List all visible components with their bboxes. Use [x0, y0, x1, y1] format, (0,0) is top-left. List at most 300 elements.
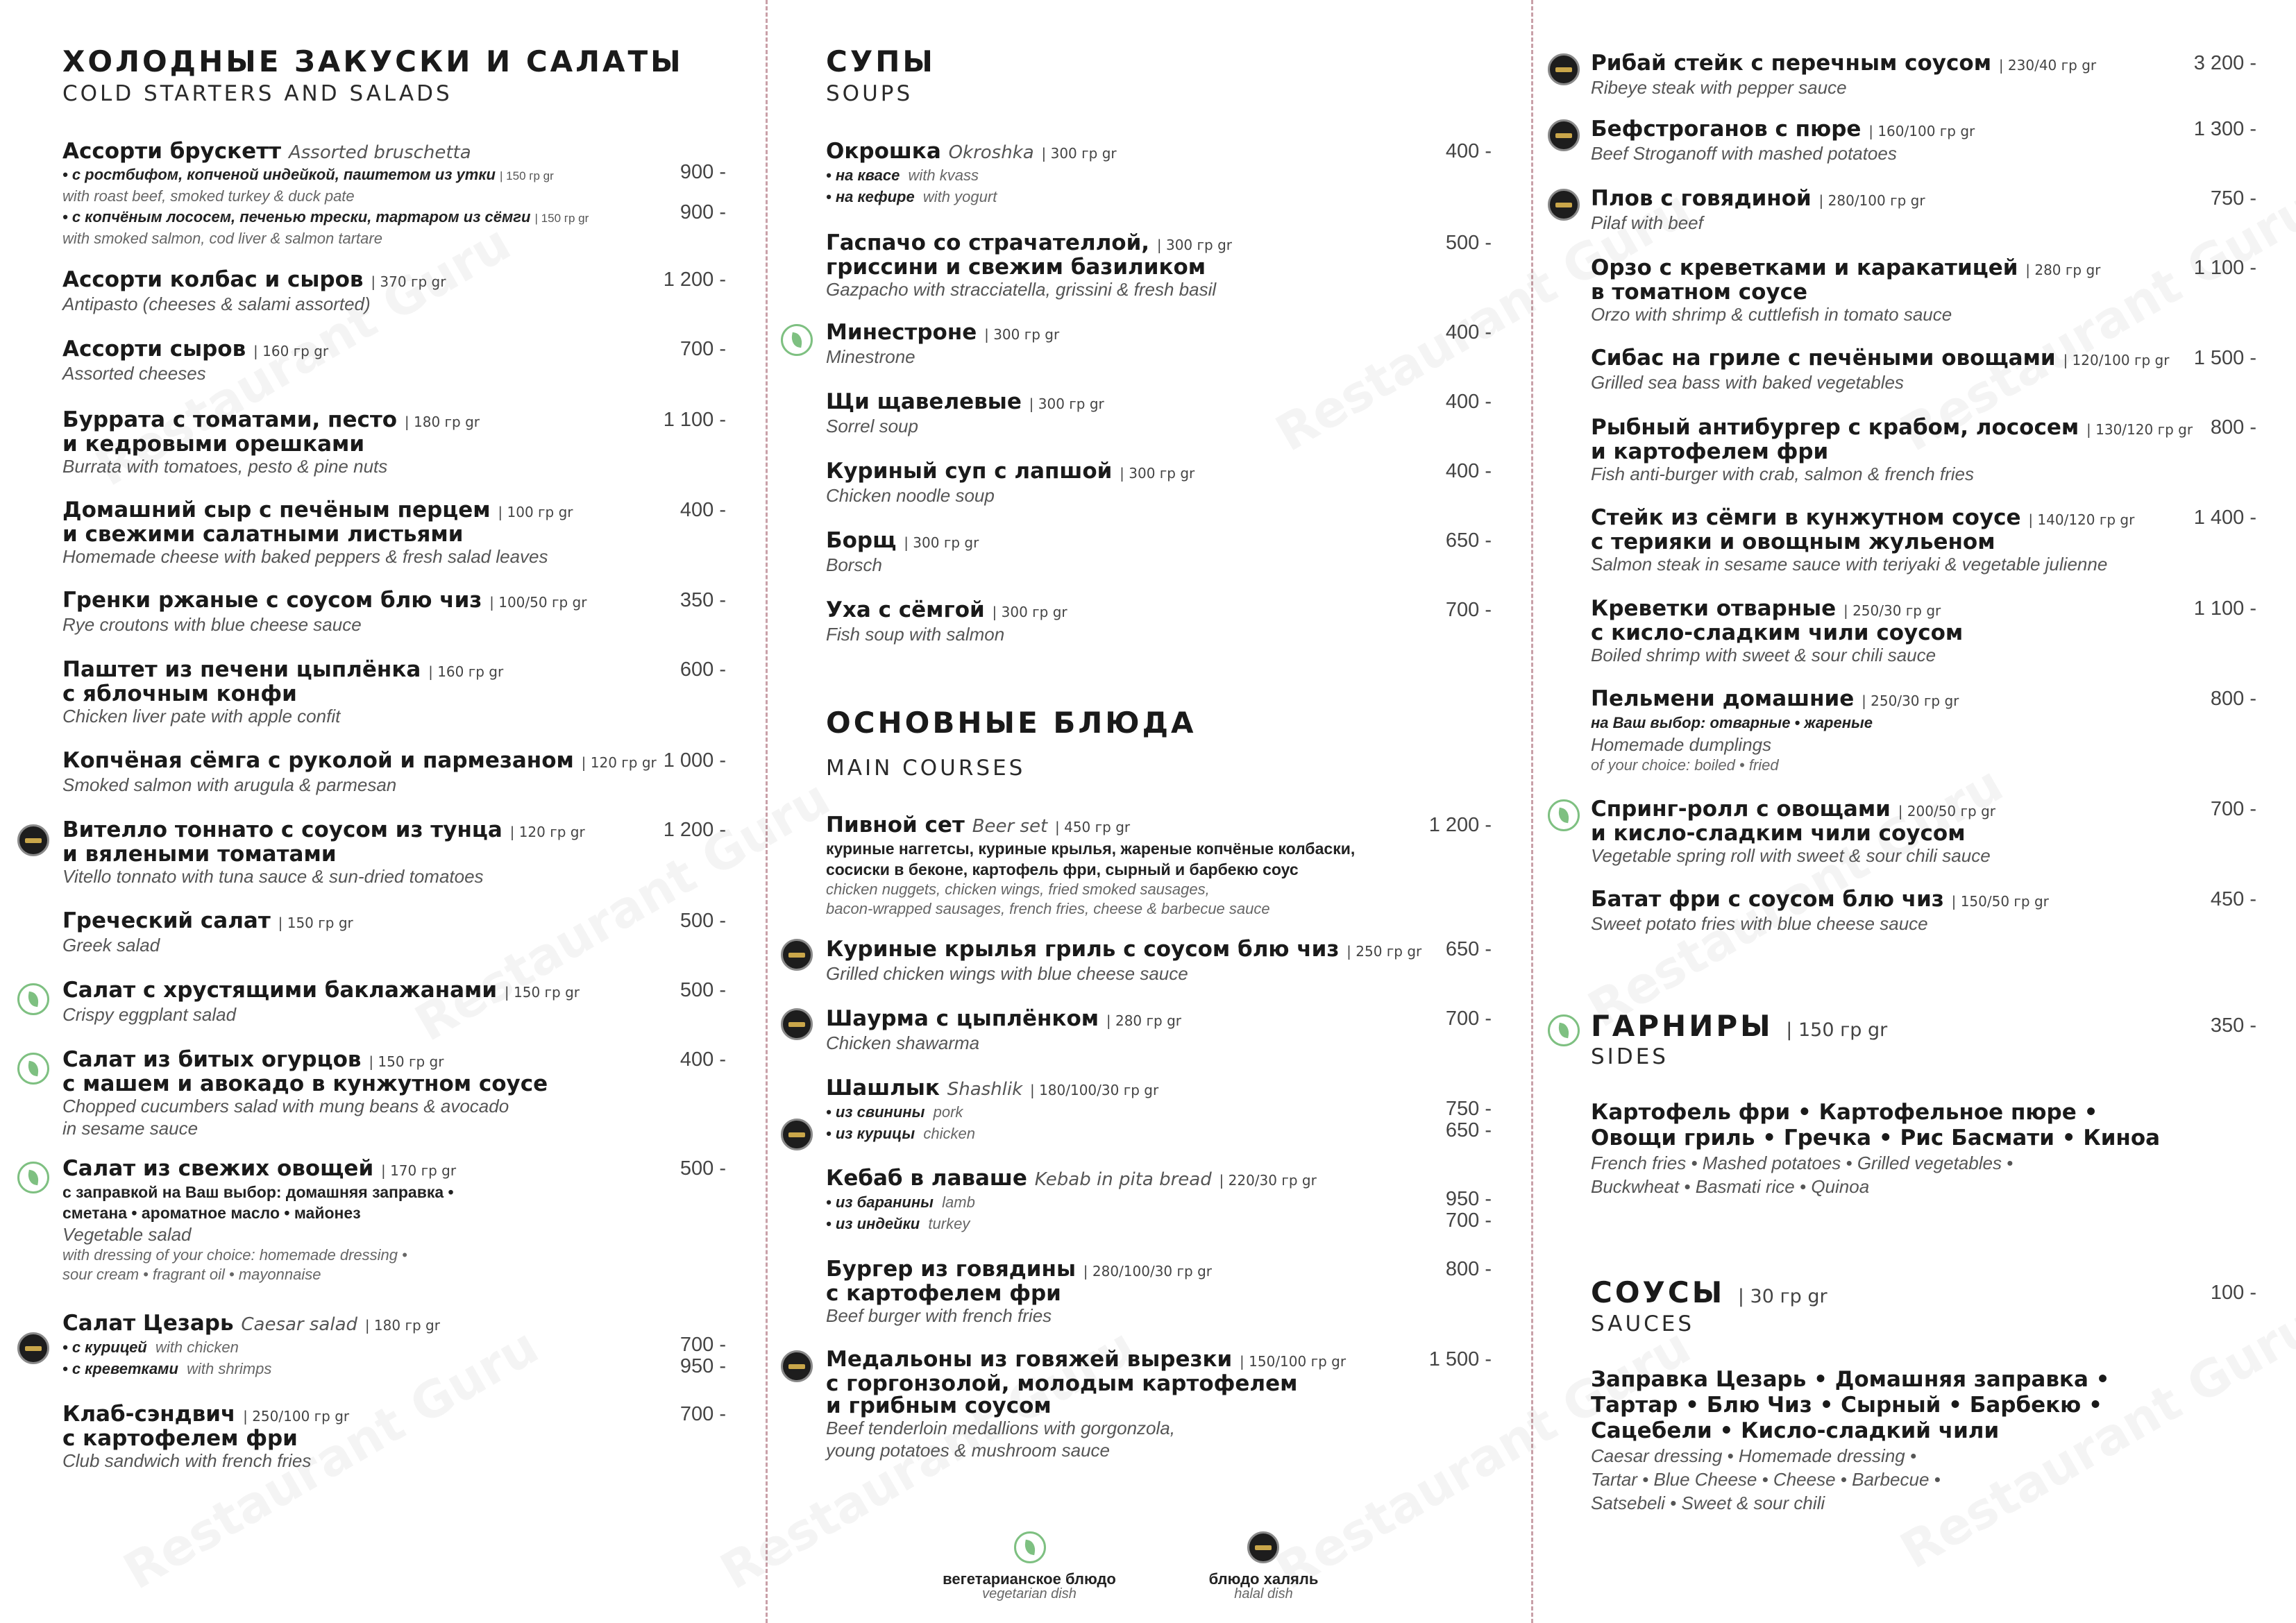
- legend-halal-label: блюдо халяль: [1208, 1570, 1319, 1588]
- item-description: Homemade dumplings: [1591, 734, 1772, 755]
- item-option-en: turkey: [928, 1215, 970, 1232]
- item-description: Chicken liver pate with apple confit: [62, 706, 341, 726]
- vegetarian-icon: [1014, 1531, 1046, 1563]
- vegetarian-icon: [17, 1162, 49, 1193]
- item-weight: | 280 гр gr: [1106, 1012, 1181, 1029]
- item-name: Медальоны из говяжей вырезки: [826, 1347, 1233, 1372]
- item-description: Salmon steak in sesame sauce with teriyaki & vegetable julienne: [1591, 554, 2108, 575]
- item-price: 800 -: [2210, 688, 2256, 710]
- menu-item: [826, 1348, 1346, 1461]
- item-description: Orzo with shrimp & cuttlefish in tomato sauce: [1591, 304, 1952, 325]
- item-price: 3 200 -: [2193, 52, 2256, 74]
- menu-item: [62, 1048, 548, 1139]
- item-option: • с курицей: [62, 1339, 147, 1356]
- item-name: Паштет из печени цыплёнка: [62, 657, 421, 682]
- legend-vegetarian-label: вегетарианское блюдо: [943, 1570, 1116, 1588]
- halal-icon: [781, 1119, 813, 1150]
- sides-list-line-en: Buckwheat • Basmati rice • Quinoa: [1591, 1176, 1870, 1197]
- item-name: Гренки ржаные с соусом блю чиз: [62, 588, 482, 613]
- item-price: 750 -: [1445, 1098, 1492, 1120]
- item-weight: | 280/100/30 гр gr: [1083, 1263, 1212, 1280]
- item-option: • из баранины: [826, 1193, 934, 1211]
- section-title-text: СОУСЫ: [1591, 1275, 1725, 1309]
- item-price: 1 200 -: [663, 819, 726, 841]
- column-soups-mains: [766, 0, 1531, 1623]
- item-name: Бефстроганов с пюре: [1591, 117, 1862, 142]
- item-name: Греческий салат: [62, 908, 271, 933]
- menu-item: [62, 409, 480, 477]
- menu-item: [826, 391, 1104, 437]
- item-weight: | 100 гр gr: [498, 504, 573, 520]
- item-weight: | 300 гр gr: [904, 534, 979, 551]
- item-weight: | 170 гр gr: [380, 1162, 457, 1179]
- item-weight: | 150/100 гр gr: [1240, 1353, 1347, 1370]
- item-name: Ассорти сыров: [62, 337, 246, 362]
- item-description: Chopped cucumbers salad with mung beans & avocado: [62, 1096, 509, 1116]
- menu-item: [62, 1157, 456, 1284]
- item-price: 400 -: [1445, 391, 1492, 413]
- item-name-line2: с яблочным конфи: [62, 681, 297, 706]
- item-description: Sweet potato fries with blue cheese sauce: [1591, 913, 1928, 934]
- item-weight: | 300 гр gr: [984, 326, 1060, 343]
- item-options: сосиски в беконе, картофель фри, сырный и барбекю соус: [826, 860, 1299, 878]
- item-price: 1 200 -: [663, 269, 726, 291]
- item-price: 700 -: [679, 1334, 726, 1356]
- item-weight: | 150 гр gr: [504, 984, 580, 1001]
- menu-item: [826, 140, 1117, 207]
- item-name: Куриные крылья гриль с соусом блю чиз: [826, 937, 1340, 962]
- item-name-line2: с машем и авокадо в кунжутном соусе: [62, 1071, 548, 1096]
- item-option: • с креветками: [62, 1360, 178, 1377]
- item-weight: | 30 гр gr: [1737, 1286, 1827, 1307]
- item-price: 800 -: [2210, 416, 2256, 439]
- item-name: Клаб-сэндвич: [62, 1402, 236, 1427]
- item-description: Smoked salmon with arugula & parmesan: [62, 774, 397, 795]
- item-option: • с ростбифом, копченой индейкой, паштетом из утки: [62, 166, 496, 183]
- item-description: Vitello tonnato with tuna sauce & sun-dried tomatoes: [62, 866, 484, 887]
- item-price: 500 -: [679, 1157, 726, 1180]
- item-price: 1 500 -: [1428, 1348, 1492, 1370]
- menu-item: [62, 910, 353, 956]
- item-weight: | 150 гр gr: [500, 169, 554, 182]
- item-weight: | 180 гр gr: [364, 1317, 440, 1334]
- item-description: young potatoes & mushroom sauce: [826, 1440, 1111, 1461]
- column-mains-sides-sauces: [1531, 0, 2296, 1623]
- item-price: 650 -: [1445, 529, 1492, 552]
- item-weight: | 140/120 гр gr: [2028, 511, 2135, 528]
- item-price: 700 -: [679, 338, 726, 360]
- item-name: Салат из свежих овощей: [62, 1156, 374, 1181]
- item-option: • на кефире: [826, 188, 915, 205]
- halal-icon: [1548, 119, 1580, 151]
- item-name-line2: с терияки и овощным жульеном: [1591, 529, 1995, 554]
- item-weight: | 120 гр gr: [581, 754, 657, 771]
- item-option-en: pork: [933, 1103, 963, 1121]
- item-options: куриные наггетсы, куриные крылья, жареные копчёные колбаски,: [826, 840, 1356, 858]
- item-description: Chicken shawarma: [826, 1033, 980, 1053]
- item-option-en: with shrimps: [187, 1360, 272, 1377]
- item-price: 800 -: [1445, 1258, 1492, 1280]
- item-name: Пивной сет: [826, 813, 965, 838]
- item-price: 350 -: [679, 589, 726, 611]
- menu-item: [62, 1312, 440, 1379]
- section-subtitle: COLD STARTERS AND SALADS: [62, 81, 453, 106]
- vegetarian-icon: [1548, 799, 1580, 831]
- item-note: sour cream • fragrant oil • mayonnaise: [62, 1266, 321, 1283]
- menu-item: [62, 979, 580, 1026]
- item-weight: | 300 гр gr: [1156, 237, 1232, 253]
- vegetarian-icon: [781, 324, 813, 356]
- item-weight: | 130/120 гр gr: [2086, 421, 2193, 438]
- item-price: 400 -: [1445, 321, 1492, 343]
- item-price: 1 400 -: [2193, 507, 2256, 529]
- section-title: СУПЫ: [826, 44, 936, 78]
- item-name-en: Okroshka: [948, 142, 1034, 163]
- item-name-line2: гриссини и свежим базиликом: [826, 255, 1206, 280]
- item-price: 500 -: [679, 979, 726, 1001]
- item-price: 1 100 -: [663, 409, 726, 431]
- item-price: 500 -: [1445, 232, 1492, 254]
- halal-icon: [17, 1332, 49, 1364]
- menu-item: [62, 338, 328, 384]
- item-name-line2: и картофелем фри: [1591, 439, 1829, 464]
- menu-item: [1591, 52, 2096, 99]
- item-price: 700 -: [1445, 1008, 1492, 1030]
- item-name: Домашний сыр с печёным перцем: [62, 498, 491, 522]
- sauces-list-line: Сацебели • Кисло-сладкий чили: [1591, 1418, 2000, 1443]
- item-options: с заправкой на Ваш выбор: домашняя заправка •: [62, 1183, 454, 1201]
- item-name: Орзо с креветками и каракатицей: [1591, 255, 2018, 280]
- item-weight: | 250 гр gr: [1347, 943, 1422, 960]
- item-description: Beef Stroganoff with mashed potatoes: [1591, 143, 1897, 164]
- item-description: Vegetable spring roll with sweet & sour chili sauce: [1591, 845, 1991, 866]
- menu-item: [826, 1167, 1317, 1234]
- item-weight: | 180/100/30 гр gr: [1029, 1082, 1159, 1098]
- item-description: Antipasto (cheeses & salami assorted): [62, 294, 371, 314]
- item-weight: | 150 гр gr: [534, 212, 589, 225]
- menu-item: [1591, 688, 1959, 775]
- section-subtitle: SIDES: [1591, 1044, 1669, 1069]
- item-option: • на квасе: [826, 167, 900, 184]
- item-price: 350 -: [2210, 1014, 2256, 1037]
- menu-item: [62, 269, 446, 315]
- item-name: Салат из битых огурцов: [62, 1047, 362, 1072]
- item-price: 400 -: [679, 1048, 726, 1071]
- item-price: 700 -: [679, 1403, 726, 1425]
- item-description: Gazpacho with stracciatella, grissini & fresh basil: [826, 279, 1217, 300]
- menu-item: [1591, 257, 2100, 325]
- section-subtitle: MAIN COURSES: [826, 756, 1026, 781]
- item-name: Уха с сёмгой: [826, 597, 985, 622]
- item-option: • из свинины: [826, 1103, 925, 1121]
- vegetarian-icon: [17, 1053, 49, 1085]
- item-name: Спринг-ролл с овощами: [1591, 797, 1891, 822]
- item-note: of your choice: boiled • fried: [1591, 756, 1779, 774]
- item-price: 700 -: [1445, 599, 1492, 621]
- menu-item: [826, 232, 1232, 300]
- item-name-line2: и кедровыми орешками: [62, 432, 365, 457]
- halal-icon: [1247, 1531, 1279, 1563]
- item-option: • из индейки: [826, 1215, 920, 1232]
- item-option-en: with smoked salmon, cod liver & salmon tartare: [62, 230, 382, 247]
- item-price: 400 -: [1445, 460, 1492, 482]
- item-price: 950 -: [1445, 1188, 1492, 1210]
- item-description: Fish anti-burger with crab, salmon & french fries: [1591, 464, 1974, 484]
- item-weight: | 100/50 гр gr: [489, 594, 587, 611]
- item-name: Плов с говядиной: [1591, 186, 1812, 211]
- legend-vegetarian-label-en: vegetarian dish: [982, 1586, 1077, 1601]
- item-weight: | 450 гр gr: [1055, 819, 1131, 835]
- item-option-en: with roast beef, smoked turkey & duck pate: [62, 187, 355, 205]
- menu-item: [1591, 118, 1975, 164]
- item-price: 900 -: [679, 201, 726, 223]
- item-price: 1 200 -: [1428, 814, 1492, 836]
- sides-list-line: Картофель фри • Картофельное пюре •: [1591, 1100, 2098, 1125]
- sauces-list-line: Заправка Цезарь • Домашняя заправка •: [1591, 1367, 2110, 1392]
- item-price: 1 300 -: [2193, 118, 2256, 140]
- item-name-en: Beer set: [972, 816, 1048, 837]
- sauces-list-line-en: Satsebeli • Sweet & sour chili: [1591, 1493, 1825, 1513]
- menu-item: [62, 499, 573, 568]
- item-option: • с копчёным лососем, печенью трески, тартаром из сёмги: [62, 208, 531, 226]
- item-weight: | 250/100 гр gr: [243, 1408, 350, 1425]
- item-price: 700 -: [1445, 1209, 1492, 1232]
- item-option-en: lamb: [942, 1193, 975, 1211]
- halal-icon: [1548, 189, 1580, 221]
- item-price: 700 -: [2210, 798, 2256, 820]
- item-description: Borsch: [826, 554, 882, 575]
- menu-item: [62, 1403, 349, 1472]
- sauces-list-line-en: Tartar • Blue Cheese • Cheese • Barbecue •: [1591, 1469, 1941, 1490]
- item-description: Pilaf with beef: [1591, 212, 1703, 233]
- item-name-en: Kebab in pita bread: [1034, 1169, 1212, 1190]
- menu-item: [826, 1258, 1212, 1327]
- item-description: in sesame sauce: [62, 1118, 199, 1139]
- item-name: Щи щавелевые: [826, 389, 1022, 414]
- item-weight: | 150 гр gr: [1786, 1019, 1888, 1041]
- item-weight: | 280 гр gr: [2025, 262, 2101, 278]
- menu-item: [62, 658, 503, 727]
- item-price: 650 -: [1445, 1119, 1492, 1141]
- item-description: Ribeye steak with pepper sauce: [1591, 77, 1847, 98]
- item-price: 400 -: [679, 499, 726, 521]
- menu-item: [826, 321, 1059, 368]
- menu-item: [826, 460, 1195, 507]
- halal-icon: [1548, 53, 1580, 85]
- item-name: Окрошка: [826, 139, 941, 164]
- item-price: 750 -: [2210, 187, 2256, 210]
- item-description: Rye croutons with blue cheese sauce: [62, 614, 362, 635]
- halal-icon: [781, 1350, 813, 1382]
- item-name: Гаспачо со страчателлой,: [826, 230, 1150, 255]
- item-weight: | 300 гр gr: [1029, 396, 1104, 412]
- menu-item: [1591, 507, 2134, 575]
- menu-item: [1591, 597, 1963, 666]
- item-weight: | 300 гр gr: [992, 604, 1067, 620]
- halal-icon: [17, 824, 49, 856]
- item-name: Ассорти брускетт: [62, 139, 282, 164]
- section-subtitle: SOUPS: [826, 81, 913, 106]
- item-note: chicken nuggets, chicken wings, fried smoked sausages,: [826, 881, 1210, 898]
- item-name: Стейк из сёмги в кунжутном соусе: [1591, 505, 2021, 530]
- item-name: Салат Цезарь: [62, 1311, 234, 1336]
- item-name-line2: с кисло-сладким чили соусом: [1591, 620, 1964, 645]
- sides-list-line-en: French fries • Mashed potatoes • Grilled vegetables •: [1591, 1153, 2014, 1173]
- item-price: 1 500 -: [2193, 347, 2256, 369]
- sauces-list-line-en: Caesar dressing • Homemade dressing •: [1591, 1445, 1917, 1466]
- item-name: Ассорти колбас и сыров: [62, 267, 364, 292]
- menu-item: [826, 1008, 1181, 1054]
- item-description: Vegetable salad: [62, 1224, 192, 1245]
- item-description: Boiled shrimp with sweet & sour chili sauce: [1591, 645, 1936, 665]
- item-option: • из курицы: [826, 1125, 915, 1142]
- menu-item: [826, 814, 1355, 919]
- item-description: Burrata with tomatoes, pesto & pine nuts: [62, 456, 388, 477]
- item-name-line2: и свежими салатными листьями: [62, 522, 464, 547]
- item-name: Борщ: [826, 528, 897, 553]
- legend-halal-label-en: halal dish: [1234, 1586, 1293, 1601]
- section-subtitle: SAUCES: [1591, 1311, 1695, 1336]
- item-weight: | 250/30 гр gr: [1843, 602, 1941, 619]
- item-name-line2: в томатном соусе: [1591, 280, 1808, 305]
- item-description: Crispy eggplant salad: [62, 1004, 237, 1025]
- halal-icon: [781, 1008, 813, 1040]
- item-name: Копчёная сёмга с руколой и пармезаном: [62, 748, 574, 773]
- section-title: [1591, 1009, 1887, 1043]
- section-title-text: ГАРНИРЫ: [1591, 1009, 1773, 1043]
- menu-item: [826, 938, 1421, 985]
- item-name: Куриный суп с лапшой: [826, 459, 1113, 484]
- item-price: 400 -: [1445, 140, 1492, 162]
- section-title: ХОЛОДНЫЕ ЗАКУСКИ И САЛАТЫ: [62, 44, 684, 78]
- item-description: Greek salad: [62, 935, 160, 955]
- item-name: Буррата с томатами, песто: [62, 407, 398, 432]
- item-description: Assorted cheeses: [62, 363, 206, 384]
- item-price: 600 -: [679, 658, 726, 681]
- sides-list: [1591, 1100, 2160, 1198]
- sauces-list: [1591, 1367, 2110, 1515]
- item-description: Minestrone: [826, 346, 915, 367]
- item-name: Рыбный антибургер с крабом, лососем: [1591, 415, 2079, 440]
- item-name: Шаурма с цыплёнком: [826, 1006, 1099, 1031]
- item-weight: | 120/100 гр gr: [2063, 352, 2170, 368]
- item-weight: | 250/30 гр gr: [1862, 692, 1959, 709]
- item-name-line2: с картофелем фри: [62, 1426, 298, 1451]
- item-weight: | 300 гр gr: [1120, 465, 1195, 482]
- sauces-list-line: Тартар • Блю Чиз • Сырный • Барбекю •: [1591, 1393, 2102, 1418]
- item-weight: | 120 гр gr: [509, 824, 585, 840]
- item-note: bacon-wrapped sausages, french fries, cheese & barbecue sauce: [826, 900, 1270, 917]
- item-name-en: Shashlik: [947, 1079, 1023, 1100]
- item-price: 650 -: [1445, 938, 1492, 960]
- item-name-en: Assorted bruschetta: [288, 142, 471, 163]
- item-weight: | 160 гр gr: [428, 663, 504, 680]
- menu-item: [1591, 888, 2049, 935]
- item-name: Кебаб в лаваше: [826, 1166, 1027, 1191]
- section-title: ОСНОВНЫЕ БЛЮДА: [826, 706, 1197, 740]
- item-description: Fish soup with salmon: [826, 624, 1005, 645]
- item-price: 950 -: [679, 1355, 726, 1377]
- sides-list-line: Овощи гриль • Гречка • Рис Басмати • Киноа: [1591, 1125, 2161, 1150]
- item-price: 450 -: [2210, 888, 2256, 910]
- item-price: 900 -: [679, 161, 726, 183]
- menu-item: [62, 589, 586, 636]
- item-name: Батат фри с соусом блю чиз: [1591, 887, 1944, 912]
- item-weight: | 160/100 гр gr: [1868, 123, 1975, 139]
- item-name-line2: и вялеными томатами: [62, 842, 337, 867]
- item-price: 500 -: [679, 910, 726, 932]
- item-weight: | 180 гр gr: [404, 414, 480, 430]
- item-name-line2: и кисло-сладким чили соусом: [1591, 821, 1966, 846]
- menu-item: [826, 1077, 1158, 1144]
- menu-item: [1591, 187, 1925, 234]
- item-weight: | 150 гр gr: [369, 1053, 444, 1070]
- item-name-en: Caesar salad: [241, 1314, 358, 1335]
- item-description: Homemade cheese with baked peppers & fresh salad leaves: [62, 546, 548, 567]
- item-description: Beef burger with french fries: [826, 1305, 1052, 1326]
- item-description: Beef tenderloin medallions with gorgonzola,: [826, 1418, 1175, 1438]
- item-name-line2: с горгонзолой, молодым картофелем: [826, 1371, 1298, 1396]
- halal-icon: [781, 939, 813, 971]
- item-weight: | 200/50 гр gr: [1898, 803, 1995, 819]
- item-price: 1 100 -: [2193, 597, 2256, 620]
- item-weight: | 370 гр gr: [371, 273, 446, 290]
- item-weight: | 150/50 гр gr: [1951, 893, 2049, 910]
- column-cold-starters: [0, 0, 766, 1623]
- item-description: Grilled chicken wings with blue cheese sauce: [826, 963, 1188, 984]
- item-option-en: with yogurt: [922, 188, 997, 205]
- section-title: [1591, 1275, 1827, 1309]
- menu-item: [1591, 416, 2193, 485]
- item-name: Вителло тоннато с соусом из тунца: [62, 817, 503, 842]
- item-note: with dressing of your choice: homemade dressing •: [62, 1246, 407, 1264]
- item-description: Grilled sea bass with baked vegetables: [1591, 372, 1904, 393]
- item-description: Chicken noodle soup: [826, 485, 995, 506]
- menu-item: [826, 599, 1067, 645]
- menu-item: [1591, 347, 2169, 393]
- menu-item: [826, 529, 979, 576]
- vegetarian-icon: [17, 983, 49, 1015]
- menu-item: [62, 749, 657, 796]
- vegetarian-icon: [1548, 1014, 1580, 1046]
- item-name-line2: с картофелем фри: [826, 1281, 1061, 1306]
- item-name: Бургер из говядины: [826, 1257, 1076, 1282]
- menu-item: [1591, 798, 1995, 867]
- item-description: Sorrel soup: [826, 416, 918, 436]
- item-weight: | 230/40 гр gr: [1998, 57, 2097, 74]
- menu-item: [62, 819, 585, 887]
- item-options: на Ваш выбор: отварные • жареные: [1591, 714, 1873, 731]
- item-weight: | 220/30 гр gr: [1219, 1172, 1317, 1189]
- menu-item: [62, 140, 589, 248]
- item-options: сметана • ароматное масло • майонез: [62, 1204, 361, 1222]
- item-option-en: chicken: [923, 1125, 975, 1142]
- item-name-line3: и грибным соусом: [826, 1393, 1052, 1418]
- item-price: 100 -: [2210, 1282, 2256, 1304]
- item-weight: | 300 гр gr: [1041, 145, 1117, 162]
- item-name: Салат с хрустящими баклажанами: [62, 978, 498, 1003]
- item-name: Сибас на гриле с печёными овощами: [1591, 346, 2056, 371]
- item-price: 1 000 -: [663, 749, 726, 772]
- item-name: Пельмени домашние: [1591, 686, 1855, 711]
- item-weight: | 160 гр gr: [253, 343, 329, 359]
- item-option-en: with chicken: [155, 1339, 239, 1356]
- item-weight: | 150 гр gr: [278, 915, 353, 931]
- item-price: 1 100 -: [2193, 257, 2256, 279]
- item-name: Креветки отварные: [1591, 596, 1837, 621]
- item-name: Рибай стейк с перечным соусом: [1591, 51, 1992, 76]
- item-name: Шашлык: [826, 1076, 940, 1101]
